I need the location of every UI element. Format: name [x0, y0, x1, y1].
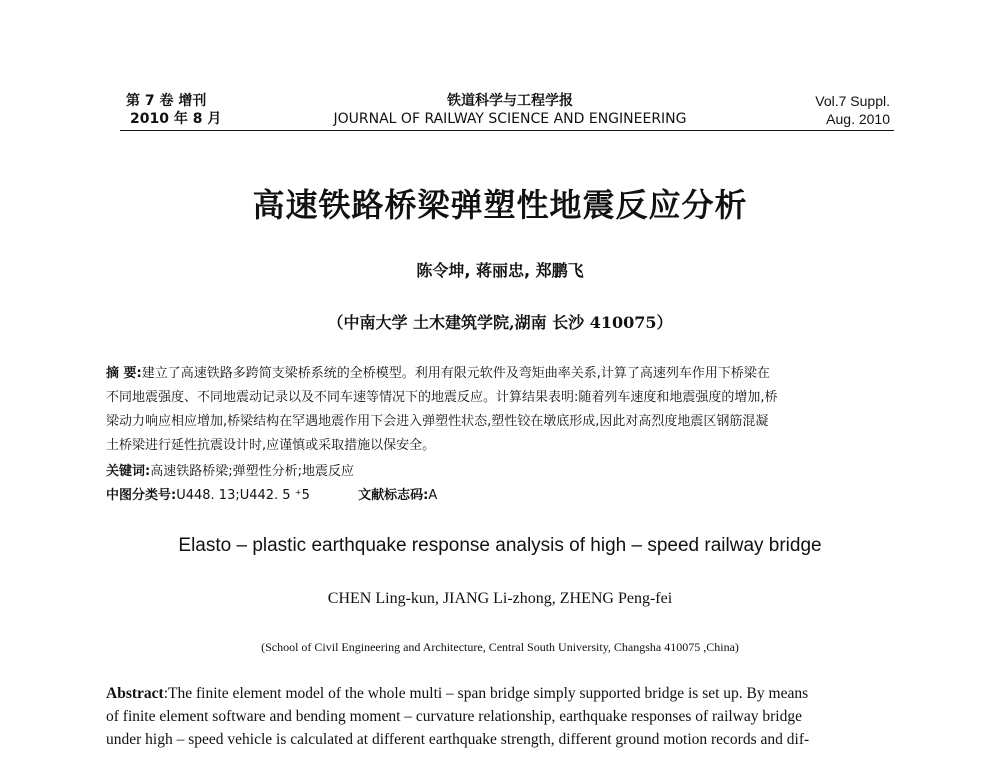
keywords-label: 关键词: [106, 464, 151, 479]
abstract-cn-label: 摘 要: [106, 366, 142, 381]
abstract-cn-line: 摘 要:建立了高速铁路多跨简支梁桥系统的全桥模型。利用有限元软件及弯矩曲率关系,计算了高速列车作用下桥梁在 [106, 366, 770, 381]
abstract-en-line: Abstract:The finite element model of the whole multi – span bridge simply supported bridge is set up. By means [106, 685, 809, 702]
abstract-cn-line: 梁动力响应相应增加,桥梁结构在罕遇地震作用下会进入弹塑性状态,塑性铰在墩底形成,因此对高烈度地震区钢筋混凝 [106, 414, 769, 429]
abstract-cn-line: 不同地震强度、不同地震动记录以及不同车速等情况下的地震反应。计算结果表明:随着列车速度和地震强度的增加,桥 [106, 390, 778, 405]
header-divider [120, 130, 894, 131]
affiliation-en: (School of Civil Engineering and Architecture, Central South University, Changsha 410075 ,China) [261, 640, 739, 654]
keywords-text: 高速铁路桥梁;弹塑性分析;地震反应 [150, 464, 354, 479]
authors-en: CHEN Ling-kun, JIANG Li-zhong, ZHENG Peng-fei [327, 590, 673, 607]
abstract-en-line: of finite element software and bending moment – curvature relationship, earthquake responses of railway bridge [106, 708, 802, 725]
issue-date-en: Aug. 2010 [826, 111, 890, 127]
journal-volume-info [126, 92, 221, 128]
journal-volume-info-en [815, 92, 890, 128]
keywords-cn [106, 462, 896, 482]
doc-code-label: 文献标志码: [358, 488, 429, 503]
authors-cn: 陈令坤, 蒋丽忠, 郑鹏飞 [416, 261, 584, 280]
abstract-en [106, 682, 896, 751]
abstract-en-label: Abstract [106, 685, 164, 702]
paper-title-cn: 高速铁路桥梁弹塑性地震反应分析 [252, 186, 748, 224]
journal-name-cn: 铁道科学与工程学报 [447, 93, 573, 109]
affiliation-cn: （中南大学 土木建筑学院,湖南 长沙 410075） [327, 313, 673, 332]
clc-code: U448. 13;U442. 5 ⁺5 [176, 488, 310, 503]
volume-issue-en: Vol.7 Suppl. [815, 93, 890, 109]
abstract-cn-line: 土桥梁进行延性抗震设计时,应谨慎或采取措施以保安全。 [106, 438, 436, 453]
doc-code: A [428, 488, 438, 503]
abstract-cn [106, 362, 896, 458]
paper-title-en: Elasto – plastic earthquake response analysis of high – speed railway bridge [178, 535, 822, 556]
abstract-en-line: under high – speed vehicle is calculated at different earthquake strength, different ground motion records and dif- [106, 731, 810, 748]
classification-row [106, 486, 896, 506]
clc-label: 中图分类号: [106, 488, 177, 503]
volume-issue: 第 7 卷 增刊 [126, 93, 207, 109]
issue-date: 2010 年 8 月 [130, 111, 222, 127]
journal-name-en: JOURNAL OF RAILWAY SCIENCE AND ENGINEERING [333, 111, 687, 127]
journal-name [300, 92, 720, 128]
